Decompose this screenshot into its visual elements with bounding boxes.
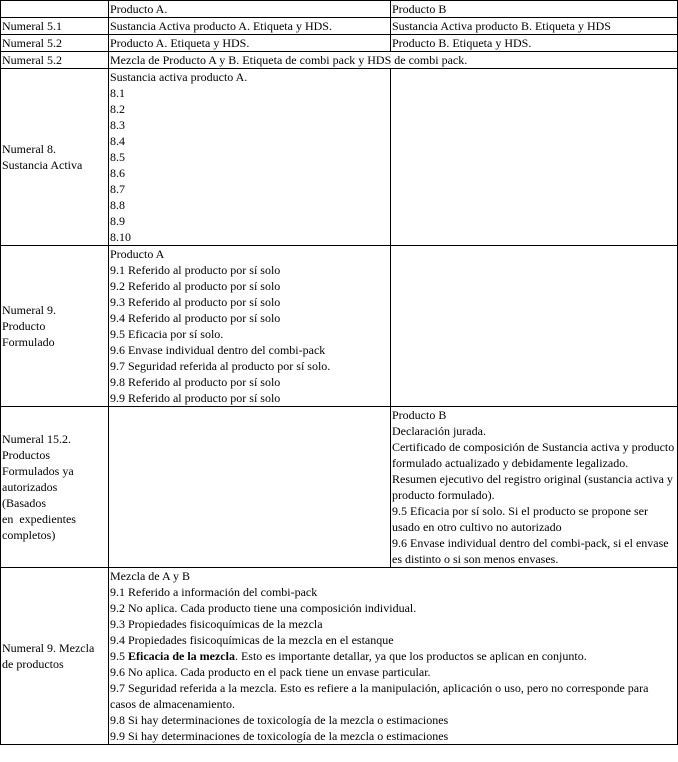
list-item: Producto A <box>110 247 165 261</box>
row-label <box>1 407 109 568</box>
list-item: Declaración jurada. <box>392 424 486 438</box>
label-line: Producto <box>2 319 46 333</box>
header-empty-cell <box>1 1 109 18</box>
list-item: 9.6 Envase individual dentro del combi-pack <box>110 343 326 357</box>
list-item <box>110 648 676 664</box>
list-item: 9.4 Propiedades fisicoquímicas de la mezcla en el estanque <box>110 633 394 647</box>
list-item: 8.7 <box>110 182 125 196</box>
cell-product-a-empty <box>109 407 391 568</box>
list-item: 9.4 Referido al producto por sí solo <box>110 311 281 325</box>
row-numeral-9 <box>1 246 678 407</box>
list-item: 9.2 Referido al producto por sí solo <box>110 279 281 293</box>
row-numeral-5-2-products <box>1 35 678 52</box>
list-item: 9.1 Referido a información del combi-pack <box>110 585 318 599</box>
list-item: Producto B <box>392 408 447 422</box>
list-item: 9.8 Si hay determinaciones de toxicología de la mezcla o estimaciones <box>110 713 449 727</box>
list-item: 8.5 <box>110 150 125 164</box>
list-item: 9.7 Seguridad referida a la mezcla. Esto es refiere a la manipulación, aplicación o uso, pero no corresponde para casos de almacenamiento. <box>110 681 649 711</box>
list-item: Mezcla de A y B <box>110 569 190 583</box>
cell-product-a <box>109 69 391 246</box>
list-item: 8.4 <box>110 134 125 148</box>
row-label: Numeral 5.1 <box>1 18 109 35</box>
label-line: autorizados <box>2 480 58 494</box>
header-row <box>1 1 678 18</box>
row-numeral-5-2-mixture <box>1 52 678 69</box>
list-item: 9.9 Referido al producto por sí solo <box>110 391 281 405</box>
row-label: Numeral 5.2 <box>1 35 109 52</box>
list-item: 9.6 Envase individual dentro del combi-pack, si el envase es distinto o si son menos envases. <box>392 536 669 566</box>
list-item: 9.8 Referido al producto por sí solo <box>110 375 281 389</box>
cell-product-b: Sustancia Activa producto B. Etiqueta y HDS <box>391 18 678 35</box>
item-bold-title: Eficacia de la mezcla <box>128 649 235 663</box>
label-line: Sustancia Activa <box>2 158 83 172</box>
cell-product-a: Sustancia Activa producto A. Etiqueta y HDS. <box>109 18 391 35</box>
item-prefix: 9.5 <box>110 649 128 663</box>
list-item: 9.5 Eficacia por sí solo. <box>110 327 224 341</box>
list-item: 9.7 Seguridad referida al producto por sí solo. <box>110 359 331 373</box>
header-product-b: Producto B <box>391 1 678 18</box>
cell-merged-mixture: Mezcla de Producto A y B. Etiqueta de combi pack y HDS de combi pack. <box>109 52 678 69</box>
cell-product-a <box>109 246 391 407</box>
row-label <box>1 246 109 407</box>
list-item: 8.10 <box>110 230 131 244</box>
list-item: 9.3 Propiedades fisicoquímicas de la mezcla <box>110 617 323 631</box>
row-numeral-8 <box>1 69 678 246</box>
row-numeral-15-2 <box>1 407 678 568</box>
list-item: 9.5 Eficacia por sí solo. Si el producto se propone ser usado en otro cultivo no autorizado <box>392 504 648 534</box>
label-line: Numeral 9. Mezcla <box>2 641 95 655</box>
row-numeral-5-1 <box>1 18 678 35</box>
cell-product-b: Producto B. Etiqueta y HDS. <box>391 35 678 52</box>
label-line: Numeral 15.2. <box>2 432 71 446</box>
cell-product-b-empty <box>391 246 678 407</box>
list-item: 8.8 <box>110 198 125 212</box>
item-rest: . Esto es importante detallar, ya que los productos se aplican en conjunto. <box>234 649 587 663</box>
list-item: 9.3 Referido al producto por sí solo <box>110 295 281 309</box>
cell-merged-mixture-details <box>109 568 678 745</box>
list-item: Resumen ejecutivo del registro original (sustancia activa y producto formulado). <box>392 472 673 502</box>
cell-product-a: Producto A. Etiqueta y HDS. <box>109 35 391 52</box>
list-item: Certificado de composición de Sustancia activa y producto formulado actualizado y debidamente legalizado. <box>392 440 675 470</box>
label-line: Formulado <box>2 335 55 349</box>
list-item: 9.1 Referido al producto por sí solo <box>110 263 281 277</box>
cell-product-b-empty <box>391 69 678 246</box>
row-label <box>1 568 109 745</box>
list-item: 8.6 <box>110 166 125 180</box>
row-label <box>1 69 109 246</box>
list-item: 8.3 <box>110 118 125 132</box>
label-line: de productos <box>2 657 64 671</box>
label-line: Formulados ya <box>2 464 74 478</box>
list-item: 8.9 <box>110 214 125 228</box>
list-item: 9.6 No aplica. Cada producto en el pack tiene un envase particular. <box>110 665 431 679</box>
label-line: Productos <box>2 448 50 462</box>
list-item: 8.1 <box>110 86 125 100</box>
list-item: 9.9 Si hay determinaciones de toxicología de la mezcla o estimaciones <box>110 729 449 743</box>
list-item: 8.2 <box>110 102 125 116</box>
label-line: Numeral 9. <box>2 303 56 317</box>
header-product-a: Producto A. <box>109 1 391 18</box>
row-numeral-9-mezcla <box>1 568 678 745</box>
list-item: Sustancia activa producto A. <box>110 70 248 84</box>
label-line: (Basados <box>2 496 46 510</box>
list-item: 9.2 No aplica. Cada producto tiene una composición individual. <box>110 601 417 615</box>
row-label: Numeral 5.2 <box>1 52 109 69</box>
label-line: en expedientes <box>2 512 76 526</box>
label-line: Numeral 8. <box>2 142 56 156</box>
label-line: completos) <box>2 528 56 542</box>
cell-product-b <box>391 407 678 568</box>
